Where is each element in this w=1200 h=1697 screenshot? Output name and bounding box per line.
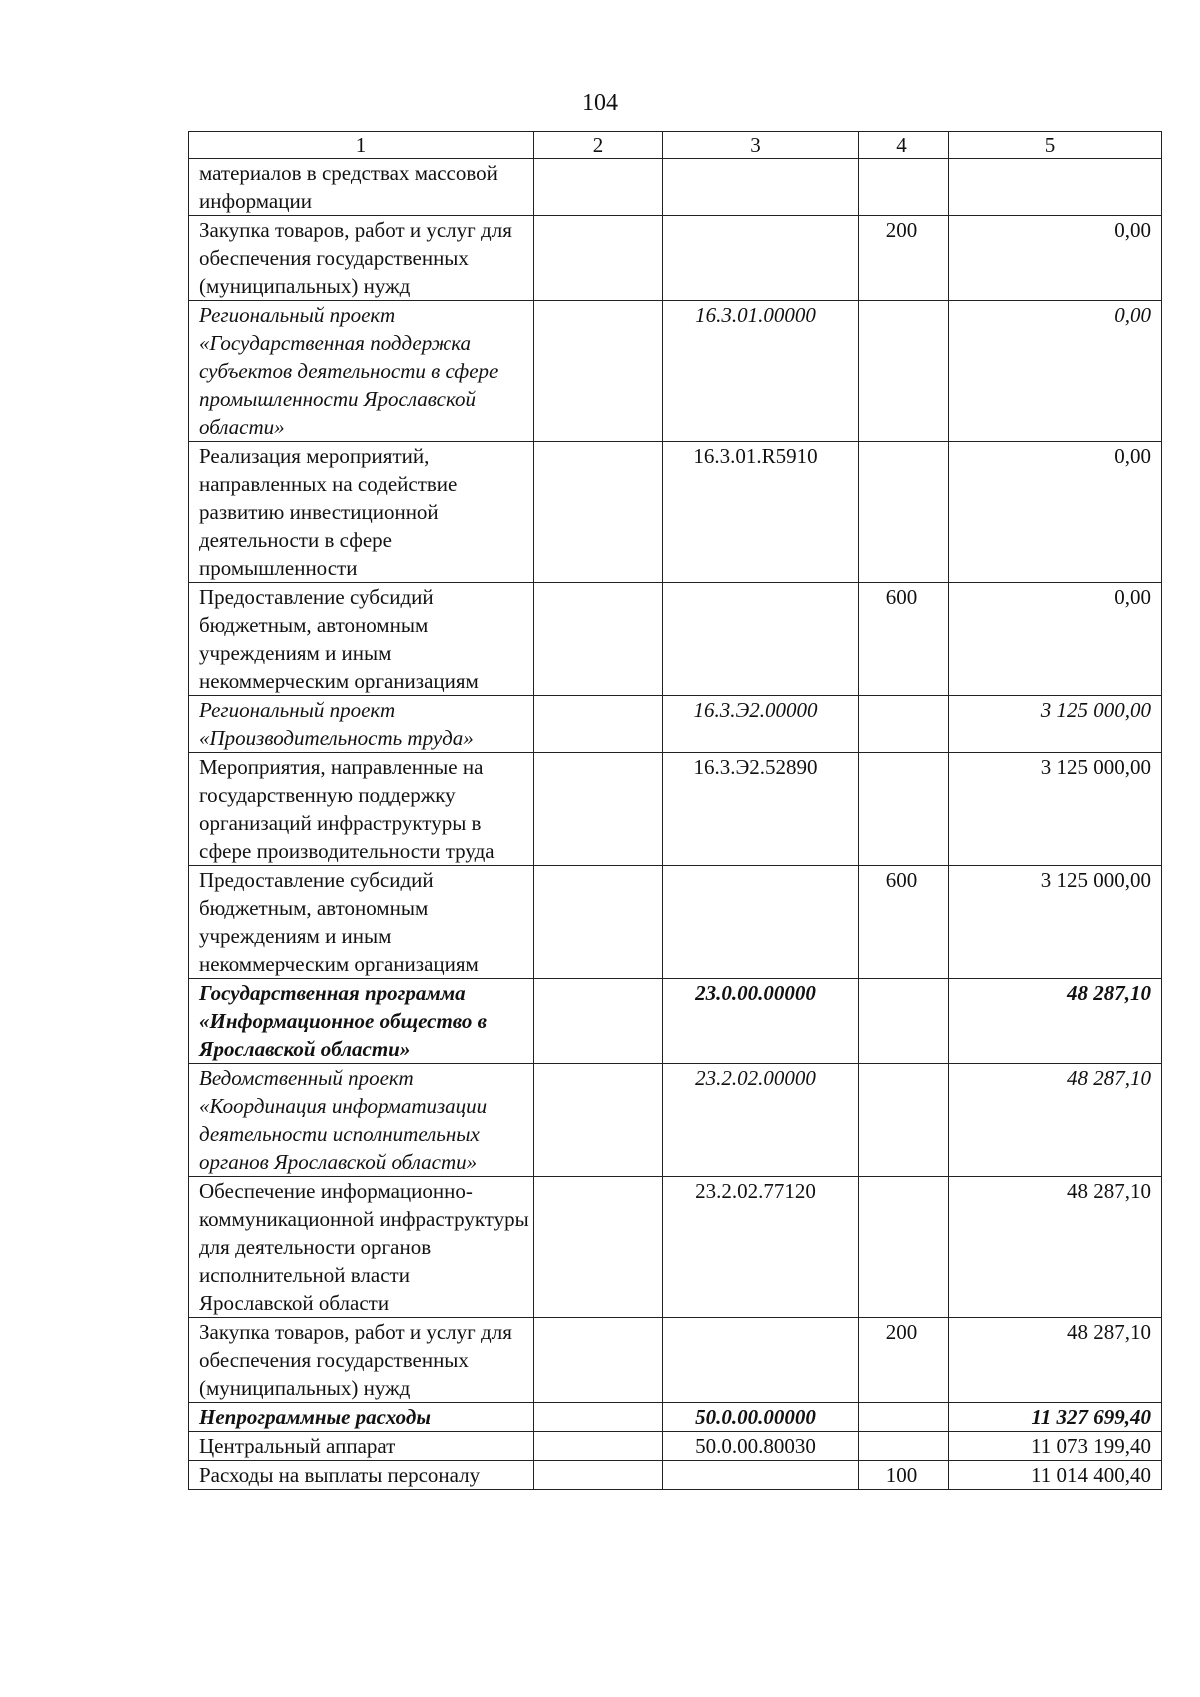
expense-type-cell: 200	[859, 216, 949, 301]
expense-name-cell: Ведомственный проект «Координация информатизации деятельности исполнительных органов Ярославской области»	[189, 1064, 534, 1177]
column-2-cell	[534, 1432, 663, 1461]
table-row	[189, 1064, 1162, 1177]
target-article-code-cell: 16.3.01.00000	[663, 301, 859, 442]
header-col-4: 4	[859, 132, 949, 159]
table-row	[189, 1432, 1162, 1461]
expense-type-cell: 100	[859, 1461, 949, 1490]
column-2-cell	[534, 1461, 663, 1490]
target-article-code-cell	[663, 1461, 859, 1490]
amount-cell: 3 125 000,00	[949, 753, 1162, 866]
header-col-1: 1	[189, 132, 534, 159]
target-article-code-cell: 16.3.Э2.00000	[663, 696, 859, 753]
column-2-cell	[534, 696, 663, 753]
budget-table	[188, 131, 1162, 1490]
column-2-cell	[534, 442, 663, 583]
table-row	[189, 1461, 1162, 1490]
amount-cell: 48 287,10	[949, 1318, 1162, 1403]
table-row	[189, 866, 1162, 979]
table-row	[189, 696, 1162, 753]
column-2-cell	[534, 301, 663, 442]
amount-cell: 11 327 699,40	[949, 1403, 1162, 1432]
table-row	[189, 301, 1162, 442]
amount-cell: 0,00	[949, 216, 1162, 301]
expense-name-cell: Центральный аппарат	[189, 1432, 534, 1461]
page-number: 104	[582, 90, 618, 116]
column-2-cell	[534, 979, 663, 1064]
expense-name-cell: Расходы на выплаты персоналу	[189, 1461, 534, 1490]
amount-cell: 48 287,10	[949, 1177, 1162, 1318]
target-article-code-cell	[663, 1318, 859, 1403]
amount-cell: 3 125 000,00	[949, 696, 1162, 753]
amount-cell: 11 073 199,40	[949, 1432, 1162, 1461]
table-row	[189, 753, 1162, 866]
table-row	[189, 979, 1162, 1064]
expense-name-cell: Закупка товаров, работ и услуг для обеспечения государственных (муниципальных) нужд	[189, 216, 534, 301]
amount-cell: 0,00	[949, 442, 1162, 583]
expense-name-cell: Мероприятия, направленные на государственную поддержку организаций инфраструктуры в сфере производительности труда	[189, 753, 534, 866]
expense-type-cell	[859, 159, 949, 216]
expense-type-cell: 600	[859, 583, 949, 696]
target-article-code-cell: 50.0.00.80030	[663, 1432, 859, 1461]
expense-type-cell	[859, 696, 949, 753]
table-header-row	[189, 132, 1162, 159]
expense-name-cell: Региональный проект «Производительность труда»	[189, 696, 534, 753]
expense-type-cell: 600	[859, 866, 949, 979]
table-row	[189, 442, 1162, 583]
expense-type-cell	[859, 301, 949, 442]
expense-type-cell	[859, 1177, 949, 1318]
amount-cell	[949, 159, 1162, 216]
table-row	[189, 1318, 1162, 1403]
amount-cell: 11 014 400,40	[949, 1461, 1162, 1490]
expense-name-cell: Региональный проект «Государственная поддержка субъектов деятельности в сфере промышленности Ярославской области»	[189, 301, 534, 442]
header-col-3: 3	[663, 132, 859, 159]
expense-name-cell: Закупка товаров, работ и услуг для обеспечения государственных (муниципальных) нужд	[189, 1318, 534, 1403]
amount-cell: 48 287,10	[949, 979, 1162, 1064]
target-article-code-cell: 16.3.01.R5910	[663, 442, 859, 583]
column-2-cell	[534, 1064, 663, 1177]
target-article-code-cell	[663, 216, 859, 301]
column-2-cell	[534, 866, 663, 979]
table-row	[189, 159, 1162, 216]
expense-type-cell	[859, 1403, 949, 1432]
amount-cell: 0,00	[949, 301, 1162, 442]
expense-type-cell	[859, 1064, 949, 1177]
column-2-cell	[534, 216, 663, 301]
target-article-code-cell: 23.0.00.00000	[663, 979, 859, 1064]
target-article-code-cell: 50.0.00.00000	[663, 1403, 859, 1432]
column-2-cell	[534, 1403, 663, 1432]
expense-name-cell: Обеспечение информационно-коммуникационной инфраструктуры для деятельности органов исполнительной власти Ярославской области	[189, 1177, 534, 1318]
table-row	[189, 216, 1162, 301]
column-2-cell	[534, 583, 663, 696]
target-article-code-cell	[663, 159, 859, 216]
target-article-code-cell: 16.3.Э2.52890	[663, 753, 859, 866]
expense-type-cell	[859, 442, 949, 583]
table-row	[189, 1403, 1162, 1432]
expense-name-cell: Предоставление субсидий бюджетным, автономным учреждениям и иным некоммерческим организациям	[189, 866, 534, 979]
expense-type-cell: 200	[859, 1318, 949, 1403]
header-col-2: 2	[534, 132, 663, 159]
expense-name-cell: Реализация мероприятий, направленных на содействие развитию инвестиционной деятельности в сфере промышленности	[189, 442, 534, 583]
amount-cell: 3 125 000,00	[949, 866, 1162, 979]
expense-name-cell: материалов в средствах массовой информации	[189, 159, 534, 216]
table-row	[189, 1177, 1162, 1318]
expense-name-cell: Непрограммные расходы	[189, 1403, 534, 1432]
amount-cell: 48 287,10	[949, 1064, 1162, 1177]
target-article-code-cell: 23.2.02.77120	[663, 1177, 859, 1318]
expense-name-cell: Государственная программа «Информационное общество в Ярославской области»	[189, 979, 534, 1064]
target-article-code-cell	[663, 866, 859, 979]
column-2-cell	[534, 753, 663, 866]
table-row	[189, 583, 1162, 696]
column-2-cell	[534, 159, 663, 216]
column-2-cell	[534, 1177, 663, 1318]
expense-name-cell: Предоставление субсидий бюджетным, автономным учреждениям и иным некоммерческим организациям	[189, 583, 534, 696]
expense-type-cell	[859, 1432, 949, 1461]
target-article-code-cell: 23.2.02.00000	[663, 1064, 859, 1177]
target-article-code-cell	[663, 583, 859, 696]
amount-cell: 0,00	[949, 583, 1162, 696]
header-col-5: 5	[949, 132, 1162, 159]
column-2-cell	[534, 1318, 663, 1403]
expense-type-cell	[859, 979, 949, 1064]
expense-type-cell	[859, 753, 949, 866]
